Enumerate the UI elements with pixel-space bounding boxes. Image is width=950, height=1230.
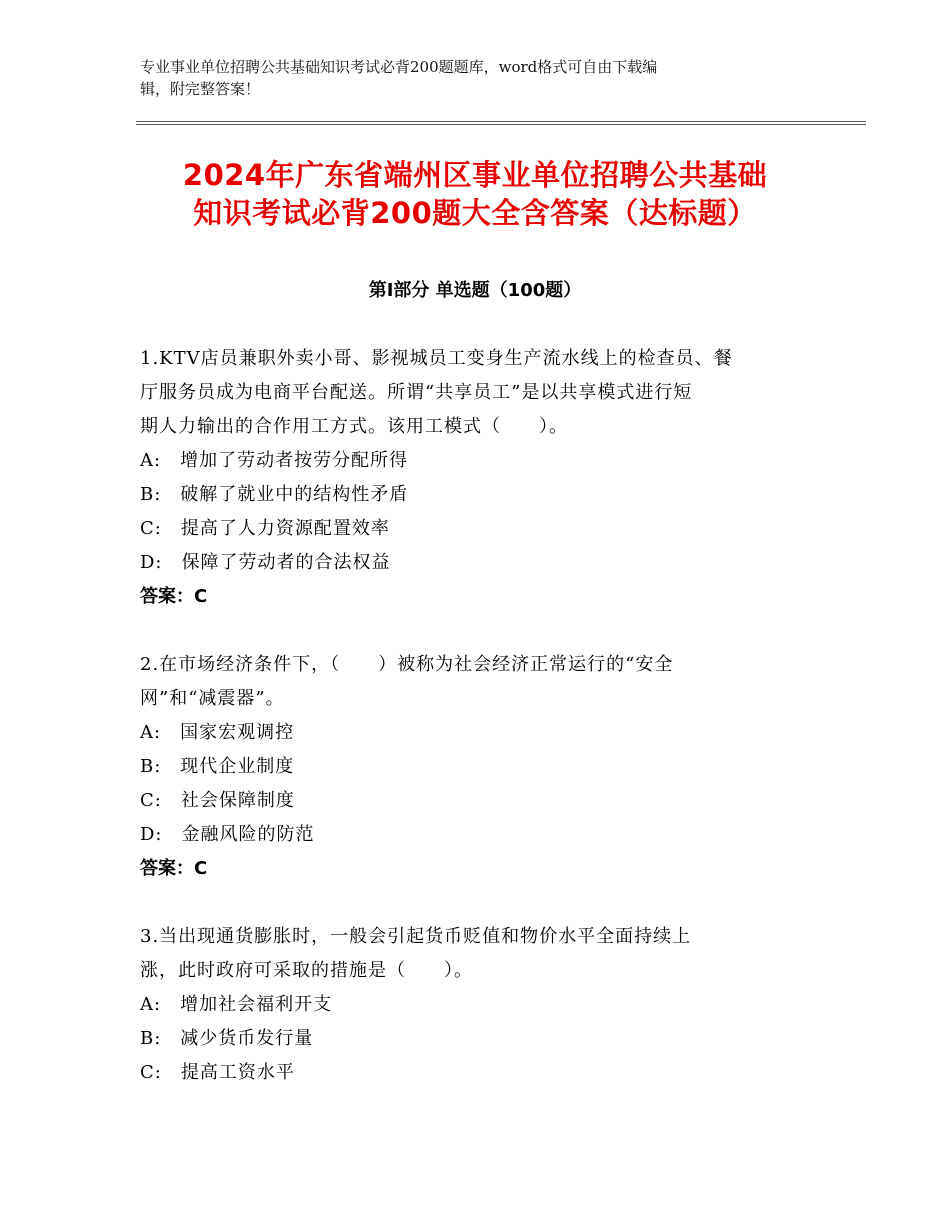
question-spacer	[140, 614, 820, 648]
option-b: B: 现代企业制度	[140, 756, 295, 777]
question-stem-line: 2.在市场经济条件下，（ ）被称为社会经济正常运行的“安全	[140, 654, 674, 675]
question	[140, 920, 820, 1090]
option-c: C: 提高工资水平	[140, 1062, 295, 1083]
document-title	[130, 156, 820, 232]
header-line: 专业事业单位招聘公共基础知识考试必背200题题库，word格式可自由下载编	[140, 58, 658, 76]
option-a: A: 增加社会福利开支	[140, 994, 333, 1015]
question-stem-line: 期人力输出的合作用工方式。该用工模式（ ）。	[140, 416, 568, 437]
title-line: 知识考试必背200题大全含答案（达标题）	[193, 196, 757, 230]
header-rule	[136, 121, 866, 122]
question-spacer	[140, 886, 820, 920]
question-stem-line: 涨，此时政府可采取的措施是（ ）。	[140, 960, 473, 981]
question-stem-line: 1.KTV店员兼职外卖小哥、影视城员工变身生产流水线上的检查员、餐	[140, 348, 733, 369]
question-stem-line: 厅服务员成为电商平台配送。所谓“共享员工”是以共享模式进行短	[140, 382, 693, 403]
option-a: A: 增加了劳动者按劳分配所得	[140, 450, 409, 471]
header-line: 辑，附完整答案！	[140, 80, 261, 98]
option-d: D: 金融风险的防范	[140, 824, 315, 845]
title-line: 2024年广东省端州区事业单位招聘公共基础	[182, 158, 768, 192]
question-list	[140, 342, 820, 1090]
question-stem-line: 3.当出现通货膨胀时，一般会引起货币贬值和物价水平全面持续上	[140, 926, 692, 947]
option-b: B: 减少货币发行量	[140, 1028, 314, 1049]
header-rule	[136, 124, 866, 125]
option-a: A: 国家宏观调控	[140, 722, 295, 743]
answer: 答案：C	[140, 858, 208, 879]
option-b: B: 破解了就业中的结构性矛盾	[140, 484, 409, 505]
option-c: C: 社会保障制度	[140, 790, 295, 811]
option-c: C: 提高了人力资源配置效率	[140, 518, 390, 539]
question	[140, 342, 820, 614]
option-d: D: 保障了劳动者的合法权益	[140, 552, 391, 573]
question-stem-line: 网”和“减震器”。	[140, 688, 285, 709]
page-header	[140, 56, 780, 100]
question	[140, 648, 820, 886]
answer: 答案：C	[140, 586, 208, 607]
section-heading: 第Ⅰ部分 单选题（100题）	[368, 280, 582, 301]
